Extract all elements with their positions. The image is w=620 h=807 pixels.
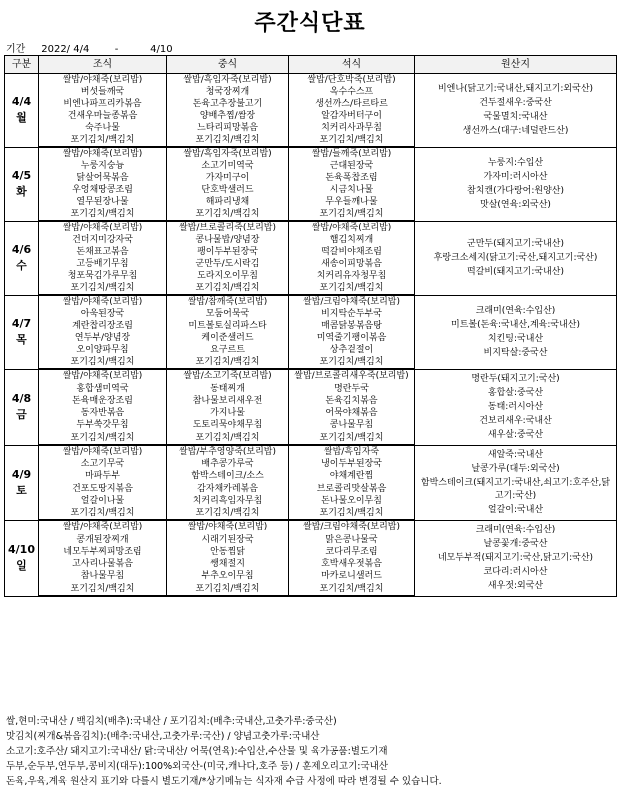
origin-item: 비지탁살:중국산 [483,347,548,358]
dinner-item: 포기김치/백김치 [289,134,415,147]
breakfast-item: 포기김치/백김치 [39,583,167,596]
dinner-item: 어묵야채볶음 [289,407,415,419]
breakfast-item: 얼갈이나물 [39,495,167,507]
dinner-item: 포기김치/백김치 [289,208,415,221]
breakfast-item: 홍합샘미역국 [39,382,167,394]
breakfast-item: 건새우마늘종볶음 [39,110,167,122]
breakfast-item: 돈채표고볶음 [39,246,167,258]
lunch-item: 감자채카레볶음 [167,482,289,494]
dinner-item: 알감자버터구이 [289,110,415,122]
dinner-item: 포기김치/백김치 [289,356,415,369]
breakfast-item: 쌀밥/야채죽(보리밥) [39,520,167,533]
dinner-item: 새송이피망볶음 [289,258,415,270]
breakfast-item: 돈육매운장조림 [39,395,167,407]
lunch-item: 단호박샐러드 [167,184,289,196]
day-weekday: 목 [16,333,27,346]
dinner-item: 햄김치찌개 [289,234,415,246]
dinner-item: 매콤닭봉볶음탕 [289,320,415,332]
day-label [5,295,39,369]
lunch-item: 모둠어묵국 [167,308,289,320]
dinner-item: 쌀밥/흑임자죽 [289,445,415,458]
breakfast-item: 쌀밥/야채죽(보리밥) [39,445,167,458]
origin-item: 군만두(돼지고기:국내산) [467,238,564,249]
lunch-item: 도라지오이무침 [167,270,289,282]
table-row [5,221,617,234]
origin-item: 네모두부적(돼지고기:국산,닭고기:국산) [437,552,594,563]
origin-item: 떡갈비(돼지고기:국내산) [467,266,564,277]
period-end: 4/10 [150,44,173,55]
dinner-item: 마카로니샐러드 [289,570,415,582]
lunch-item: 배추콩가루국 [167,458,289,470]
lunch-item: 쌀밥/참깨죽(보리밥) [167,295,289,308]
origin-item: 홍합살:중국산 [487,387,544,398]
breakfast-item: 건더지미강자국 [39,234,167,246]
dinner-item: 무우들깨나물 [289,196,415,208]
lunch-item: 쌀밥/흑임자죽(보리밥) [167,147,289,160]
dinner-item: 쌀밥/들깨죽(보리밥) [289,147,415,160]
origin-item: 코다리:러시아산 [483,566,548,577]
breakfast-item: 쌀밥/야채죽(보리밥) [39,221,167,234]
dinner-item: 시금치나물 [289,184,415,196]
breakfast-item: 쌀밥/야채죽(보리밥) [39,369,167,382]
dinner-item: 쌀밥/크림야채죽(보리밥) [289,520,415,533]
breakfast-item: 청포묵김가루무침 [39,270,167,282]
origin-item: 미트볼(돈육:국내산,계육:국내산) [451,319,580,330]
lunch-item: 포기김치/백김치 [167,134,289,147]
origin-item: 크래미(연육:수입산) [475,524,556,535]
breakfast-item: 두부쑥갓무침 [39,419,167,431]
lunch-item: 도토리묵야채무침 [167,419,289,431]
breakfast-item: 포기김치/백김치 [39,208,167,221]
lunch-item: 쌀밥/부추영양죽(보리밥) [167,445,289,458]
lunch-item: 느타리피망볶음 [167,122,289,134]
menu-table [4,55,617,597]
origin-cell [415,147,617,221]
day-date: 4/5 [11,169,32,182]
origin-cell [415,221,617,295]
origin-item: 건보리새우:국내산 [479,415,552,426]
lunch-item: 팽이두부된장국 [167,246,289,258]
day-weekday: 금 [16,408,27,421]
dinner-item: 근대된장국 [289,160,415,172]
lunch-item: 쌀밥/야채죽(보리밥) [167,520,289,533]
note-line: 쌀,현미:국내산 / 백김치(배추):국내산 / 포기김치:(배추:국내산,고춧가루:중국산) [6,716,337,727]
breakfast-item: 네모두부찌피망조림 [39,546,167,558]
breakfast-item: 버섯들깨국 [39,86,167,98]
dinner-item: 호박새우젓볶음 [289,558,415,570]
origin-item: 명란두(돼지고기:국산) [471,373,560,384]
breakfast-item: 계란찹리장조림 [39,320,167,332]
dinner-item: 쌀밥/크림야채죽(보리밥) [289,295,415,308]
day-label [5,520,39,596]
dinner-item: 비지탁순두부국 [289,308,415,320]
lunch-item: 시래기된장국 [167,533,289,545]
breakfast-item: 건포도땅지볶음 [39,482,167,494]
day-weekday: 화 [16,185,27,198]
origin-cell [415,295,617,369]
table-row [5,445,617,458]
period-label: 기간 [6,44,26,55]
dinner-item: 브로콜리맛살볶음 [289,482,415,494]
menu-body [5,74,617,597]
period-dash: - [114,44,119,55]
dinner-item: 포기김치/백김치 [289,583,415,596]
table-row [5,147,617,160]
dinner-item: 미역줄기팽이볶음 [289,332,415,344]
origin-item: 후랑크소세지(닭고기:국산,돼지고기:국산) [433,252,598,263]
breakfast-item: 열무된장나물 [39,196,167,208]
origin-notes [6,714,616,789]
origin-cell [415,520,617,596]
day-weekday: 토 [16,483,27,497]
origin-item: 함박스테이크(돼지고기:국내산,쇠고기:호주산,닭고기:국산) [420,477,611,501]
dinner-item: 명란두국 [289,382,415,394]
lunch-item: 치커리흑임자무침 [167,495,289,507]
breakfast-item: 포기김치/백김치 [39,282,167,295]
header-origin: 원산지 [415,56,617,74]
lunch-item: 쌀밥/브로콜리죽(보리밥) [167,221,289,234]
dinner-item: 돈나물오이무침 [289,495,415,507]
day-label [5,445,39,520]
day-label [5,147,39,221]
lunch-item: 돈육고추장불고기 [167,98,289,110]
lunch-item: 함박스테이크/소스 [167,470,289,482]
dinner-item: 냉이두부된장국 [289,458,415,470]
day-date: 4/6 [11,243,32,256]
lunch-item: 가지나물 [167,407,289,419]
breakfast-item: 쌀밥/야채죽(보리밥) [39,295,167,308]
breakfast-item: 누룽지숭늉 [39,160,167,172]
day-label [5,369,39,445]
header-lunch: 중식 [167,56,289,74]
origin-item: 동태:러시아산 [487,401,544,412]
breakfast-item: 포기김치/백김치 [39,356,167,369]
origin-cell [415,445,617,520]
day-weekday: 월 [16,111,27,125]
breakfast-item: 참나물무침 [39,570,167,582]
dinner-item: 떡갈비야채조림 [289,246,415,258]
dinner-item: 포기김치/백김치 [289,432,415,445]
header-breakfast: 조식 [39,56,167,74]
origin-item: 비엔나(닭고기:국내산,돼지고기:외국산) [437,83,594,94]
lunch-item: 소고기미역국 [167,160,289,172]
dinner-item: 생선까스/타르타르 [289,98,415,110]
dinner-item: 쌀밥/야채죽(보리밥) [289,221,415,234]
breakfast-item: 포기김치/백김치 [39,432,167,445]
breakfast-item: 아욱된장국 [39,308,167,320]
origin-item: 날콩꽃개:중국산 [483,538,548,549]
origin-item: 국물멸치:국내산 [483,111,548,122]
day-date: 4/9 [11,467,32,481]
lunch-item: 미트볼토실리파스타 [167,320,289,332]
day-weekday: 수 [16,259,27,272]
breakfast-item: 포기김치/백김치 [39,507,167,520]
day-date: 4/7 [11,317,32,330]
origin-item: 참치캔(가다랑어:원양산) [467,185,564,196]
table-row [5,74,617,87]
lunch-item: 케이준샐러드 [167,332,289,344]
lunch-item: 가자미구이 [167,172,289,184]
origin-item: 건두절새우:중국산 [479,97,552,108]
dinner-item: 돈육폭찹조림 [289,172,415,184]
header-category: 구분 [5,56,39,74]
origin-item: 치킨팅:국내산 [487,333,544,344]
lunch-item: 부추오이무침 [167,570,289,582]
table-row [5,520,617,533]
origin-item: 날콩가루(대두:외국산) [471,463,560,474]
dinner-item: 맑은콩나물국 [289,533,415,545]
table-row [5,295,617,308]
breakfast-item: 마파두부 [39,470,167,482]
breakfast-item: 연두부/양념장 [39,332,167,344]
breakfast-item: 콩개된장찌개 [39,533,167,545]
lunch-item: 포기김치/백김치 [167,282,289,295]
breakfast-item: 숙주나물 [39,122,167,134]
day-label [5,74,39,148]
lunch-item: 청국장찌개 [167,86,289,98]
table-row [5,369,617,382]
period-start: 2022/ 4/4 [41,44,90,55]
breakfast-item: 동자반볶음 [39,407,167,419]
note-line: 두부,순두부,연두부,콩비지(대두):100%외국산-(미국,캐나다,호주 등) / 훈제오리고기:국내산 [6,761,389,772]
origin-cell [415,369,617,445]
dinner-item: 치커리유자청무침 [289,270,415,282]
breakfast-item: 오이양파무침 [39,344,167,356]
dinner-item: 쌀밥/브로콜리새우죽(보리밥) [289,369,415,382]
period-line [6,40,173,55]
lunch-item: 양배추찜/쌈장 [167,110,289,122]
lunch-item: 해파리냉채 [167,196,289,208]
origin-item: 새우살:중국산 [487,429,544,440]
lunch-item: 쌀밥/흑임자죽(보리밥) [167,74,289,87]
origin-item: 새알죽:국내산 [487,449,544,460]
dinner-item: 코다리무조림 [289,546,415,558]
origin-cell [415,74,617,148]
dinner-item: 콩나물무침 [289,419,415,431]
breakfast-item: 소고기무국 [39,458,167,470]
lunch-item: 쌩채절지 [167,558,289,570]
day-date: 4/10 [8,543,35,556]
dinner-item: 야채계란찜 [289,470,415,482]
lunch-item: 쌀밥/소고기죽(보리밥) [167,369,289,382]
lunch-item: 포기김치/백김치 [167,356,289,369]
day-date: 4/4 [11,95,32,109]
breakfast-item: 포기김치/백김치 [39,134,167,147]
dinner-item: 포기김치/백김치 [289,507,415,520]
breakfast-item: 고등배기무침 [39,258,167,270]
header-dinner: 석식 [289,56,415,74]
lunch-item: 포기김치/백김치 [167,583,289,596]
page-title: 주간식단표 [254,11,366,36]
origin-item: 누룽지:수입산 [487,157,544,168]
note-line: 소고기:호주산/ 돼지고기:국내산/ 닭:국내산/ 어묵(연육):수입산,수산물 및 육가공품:별도기재 [6,746,388,757]
lunch-item: 포기김치/백김치 [167,507,289,520]
dinner-item: 돈육김치볶음 [289,395,415,407]
note-line: 맛김치(찌개&볶음김치):(배추:국내산,고춧가루:국산) / 양념고춧가루:국내산 [6,731,320,742]
note-line: 돈육,우육,계육 원산지 표기와 다를시 별도기재/*상기메뉴는 식자재 수급 사정에 따라 변경될 수 있습니다. [6,776,442,787]
lunch-item: 참나물보리새우전 [167,395,289,407]
dinner-item: 포기김치/백김치 [289,282,415,295]
lunch-item: 동태찌개 [167,382,289,394]
origin-item: 생선까스(대구:네덜란드산) [462,125,569,136]
breakfast-item: 비엔나파프리카볶음 [39,98,167,110]
origin-item: 얼갈이:국내산 [487,504,544,515]
dinner-item: 치커리사과무침 [289,122,415,134]
dinner-item: 상추겉절이 [289,344,415,356]
lunch-item: 안동찜닭 [167,546,289,558]
day-weekday: 일 [16,559,27,572]
day-label [5,221,39,295]
origin-item: 가자미:러시아산 [483,171,548,182]
lunch-item: 포기김치/백김치 [167,432,289,445]
breakfast-item: 쌀밥/야채죽(보리밥) [39,74,167,87]
origin-item: 크래미(연육:수입산) [475,305,556,316]
dinner-item: 옥수수스프 [289,86,415,98]
lunch-item: 요구르트 [167,344,289,356]
lunch-item: 포기김치/백김치 [167,208,289,221]
dinner-item: 쌀밥/단호박죽(보리밥) [289,74,415,87]
lunch-item: 콩나물밥/양념장 [167,234,289,246]
breakfast-item: 쌀밥/야채죽(보리밥) [39,147,167,160]
breakfast-item: 고사리나물볶음 [39,558,167,570]
breakfast-item: 우엉채땅콩조림 [39,184,167,196]
origin-item: 새우젓:외국산 [487,580,544,591]
origin-item: 맛살(연육:외국산) [480,199,551,210]
lunch-item: 군만두/도시락김 [167,258,289,270]
day-date: 4/8 [11,392,32,405]
header-row [5,56,617,74]
breakfast-item: 닭살어묵볶음 [39,172,167,184]
